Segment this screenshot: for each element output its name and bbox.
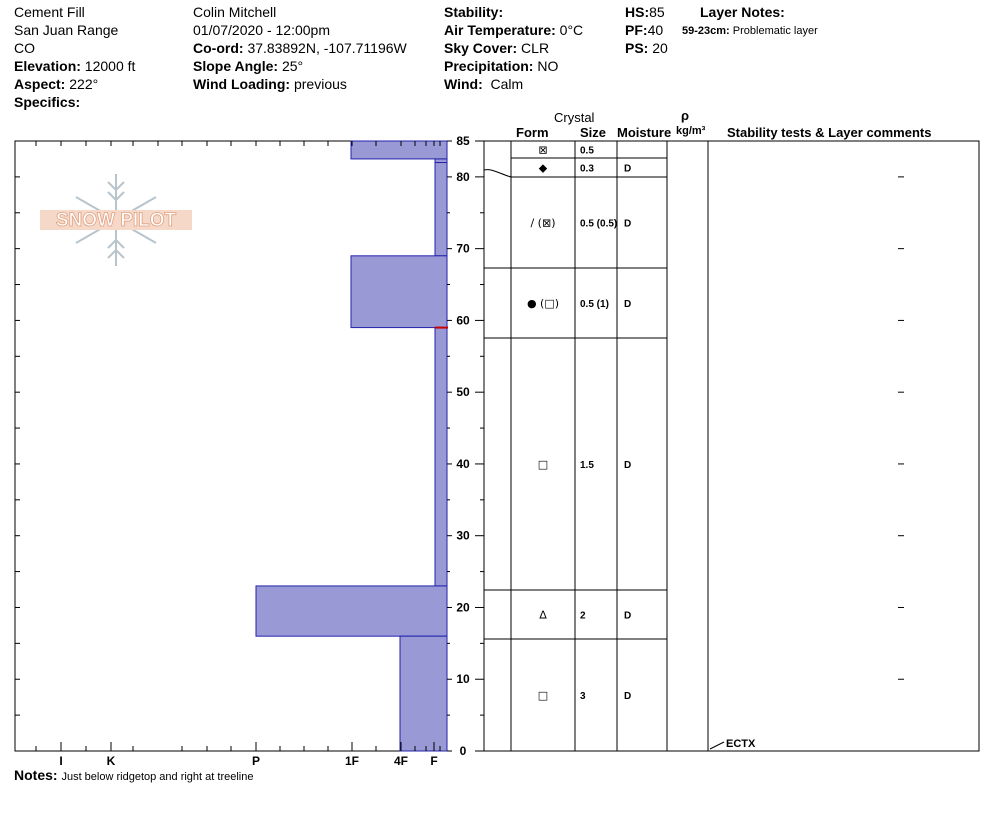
moisture-value: D — [624, 218, 632, 230]
ectx-pointer — [710, 742, 724, 749]
crystal-header: Crystal — [554, 110, 595, 125]
moisture-value: D — [624, 299, 632, 310]
notes-row — [14, 766, 253, 786]
density-rho-header: ρ — [681, 108, 690, 123]
location-name: Cement Fill — [14, 4, 85, 20]
grain-form-icon: ∆ — [539, 608, 547, 622]
depth-label: 85 — [456, 134, 470, 148]
notes-label: Notes: — [14, 767, 58, 783]
grain-form-icon: □ — [537, 689, 549, 702]
pf-label: PF: — [625, 22, 648, 38]
layer-notes-range: 59-23cm: — [682, 25, 730, 37]
air-temp-value: 0°C — [559, 22, 584, 38]
table-frame — [484, 141, 979, 751]
sky-cover-value: CLR — [521, 40, 550, 56]
state-name: CO — [14, 40, 35, 56]
stability-comments-header: Stability tests & Layer comments — [727, 125, 932, 140]
hs-value: 85 — [649, 4, 665, 20]
wind-label: Wind: — [444, 76, 483, 92]
moisture-value: D — [624, 460, 632, 471]
hardness-label: F — [430, 754, 438, 768]
grain-size: 3 — [580, 691, 586, 702]
slope-value: 25° — [281, 58, 304, 74]
moisture-value: D — [624, 691, 632, 702]
hardness-label: K — [106, 754, 116, 768]
grain-size: 0.3 — [580, 163, 594, 175]
observation-datetime: 01/07/2020 - 12:00pm — [193, 22, 330, 38]
air-temp-label: Air Temperature: — [444, 22, 556, 38]
grain-size: 0.5 (0.5) — [580, 218, 618, 230]
slope-label: Slope Angle: — [193, 58, 279, 74]
coord-label: Co-ord: — [193, 40, 244, 56]
depth-label: 40 — [456, 456, 470, 471]
grain-size: 2 — [580, 610, 586, 622]
stability-label: Stability: — [444, 4, 504, 20]
layer-notes-text: Problematic layer — [732, 25, 818, 37]
sky-cover-label: Sky Cover: — [444, 40, 518, 56]
grain-size: 1.5 — [580, 460, 594, 471]
size-header: Size — [580, 125, 607, 140]
grain-form-icon: ● (□) — [526, 297, 560, 310]
density-unit-header: kg/m³ — [676, 125, 706, 137]
ps-label: PS: — [625, 40, 649, 56]
hardness-label: P — [251, 754, 261, 768]
specifics-label: Specifics: — [14, 94, 81, 110]
grain-form-icon: ⊠ — [538, 143, 548, 157]
depth-label: 10 — [456, 672, 470, 687]
wind-loading-label: Wind Loading: — [193, 76, 291, 92]
depth-label: 30 — [456, 528, 470, 543]
hs-label: HS: — [625, 4, 650, 20]
depth-label: 70 — [456, 241, 470, 256]
wind-loading-value: previous — [293, 76, 347, 92]
grain-size: 0.5 (1) — [580, 299, 609, 310]
aspect-label: Aspect: — [14, 76, 66, 92]
elevation-value: 12000 ft — [84, 58, 136, 74]
depth-label: 60 — [456, 313, 470, 328]
observer-name: Colin Mitchell — [193, 4, 277, 20]
elevation-label: Elevation: — [14, 58, 81, 74]
coord-value: 37.83892N, -107.71196W — [247, 40, 407, 56]
logo-text: SNOW PILOT — [55, 210, 177, 231]
depth-label: 20 — [456, 600, 470, 615]
grain-form-icon: / (⊠) — [530, 216, 556, 230]
depth-label: 80 — [456, 169, 470, 184]
aspect-value: 222° — [69, 76, 99, 92]
grain-form-icon: □ — [537, 458, 549, 471]
ps-value: 20 — [652, 40, 668, 56]
ectx-label: ECTX — [726, 738, 756, 750]
moisture-value: D — [624, 163, 632, 175]
wind-value: Calm — [490, 76, 524, 92]
depth-label: 50 — [456, 385, 470, 400]
precip-label: Precipitation: — [444, 58, 534, 74]
pf-value: 40 — [647, 22, 664, 38]
range-name: San Juan Range — [14, 22, 119, 38]
hardness-label: 4F — [393, 754, 409, 768]
moisture-header: Moisture — [617, 125, 672, 140]
moisture-value: D — [624, 610, 632, 622]
layer-notes-label: Layer Notes: — [700, 4, 785, 20]
layer-connector-curve — [484, 170, 511, 177]
hardness-label: 1F — [344, 754, 360, 768]
grain-size: 0.5 — [580, 145, 594, 157]
depth-label: 0 — [459, 744, 467, 758]
hardness-label: I — [59, 754, 63, 768]
form-header: Form — [516, 125, 549, 140]
notes-text: Just below ridgetop and right at treeline — [61, 771, 254, 783]
precip-value: NO — [537, 58, 559, 74]
grain-form-icon: ◆ — [538, 161, 548, 175]
